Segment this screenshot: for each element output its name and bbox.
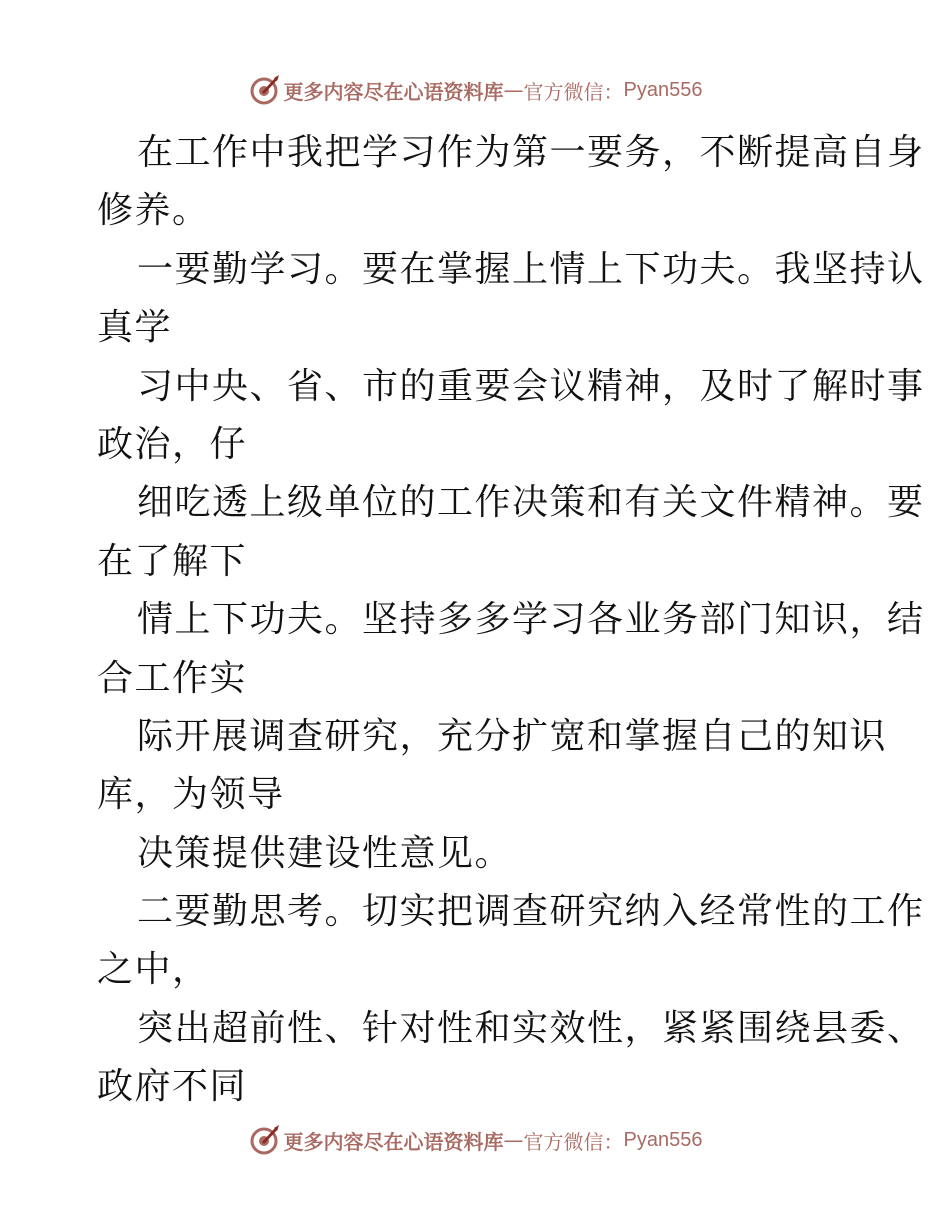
header-watermark-banner	[0, 70, 950, 110]
watermark-dash: —	[503, 78, 524, 102]
text-line: 在了解下	[97, 540, 248, 582]
text-line: 细吃透上级单位的工作决策和有关文件精神。要	[137, 482, 925, 524]
feather-pen-logo-icon	[248, 74, 280, 106]
text-line: 合工作实	[97, 657, 248, 699]
footer-watermark-banner	[0, 1120, 950, 1160]
text-line: 二要勤思考。切实把调查研究纳入经常性的工作	[137, 891, 925, 933]
text-line: 决策提供建设性意见。	[137, 832, 513, 874]
text-line: 习中央、省、市的重要会议精神，及时了解时事	[137, 365, 925, 407]
watermark-wechat-id: Pyan556	[623, 78, 703, 101]
text-line: 政府不同	[97, 1066, 248, 1108]
watermark-official-label: 官方微信：	[523, 1129, 624, 1154]
text-line: 突出超前性、针对性和实效性，紧紧围绕县委、	[137, 1007, 925, 1049]
document-body	[97, 124, 925, 1117]
text-line: 一要勤学习。要在掌握上情上下功夫。我坚持认	[137, 248, 925, 290]
text-line: 真学	[97, 307, 173, 349]
watermark-site-text: 更多内容尽在心语资料库	[283, 1129, 504, 1154]
text-line: 库，为领导	[97, 774, 285, 816]
text-line: 政治，仔	[97, 423, 248, 465]
feather-pen-logo-icon	[248, 1124, 280, 1156]
text-line: 之中，	[97, 949, 210, 991]
watermark-site-text: 更多内容尽在心语资料库	[283, 79, 504, 104]
watermark-dash: —	[503, 1128, 524, 1152]
text-line: 在工作中我把学习作为第一要务，不断提高自身	[137, 132, 925, 173]
text-line: 际开展调查研究，充分扩宽和掌握自己的知识	[137, 715, 888, 757]
text-line: 修养。	[97, 190, 210, 232]
watermark-official-label: 官方微信：	[523, 79, 624, 104]
text-line: 情上下功夫。坚持多多学习各业务部门知识，结	[137, 599, 925, 641]
watermark-wechat-id: Pyan556	[623, 1128, 703, 1151]
